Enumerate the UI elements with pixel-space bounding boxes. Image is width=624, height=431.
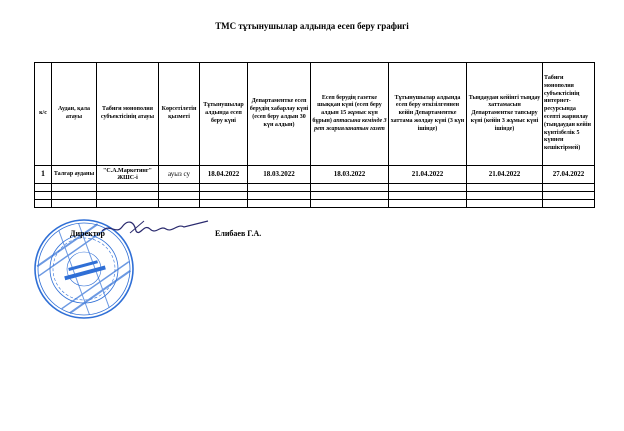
header-publish-date: Табиғи монополия субъектісінің интернет-ресурсында есепті жариялау (тыңдаудан кейін күнтізбелік 5 күннен кешіктірмей) xyxy=(543,63,595,166)
schedule-table xyxy=(34,62,595,208)
page-title: ТМС тұтынушылар алдында есеп беру графигі xyxy=(215,21,409,31)
table-row-empty xyxy=(35,184,595,192)
cell-notify-date: 18.03.2022 xyxy=(248,166,311,184)
table-row-empty xyxy=(35,192,595,200)
header-protocol-date: Тұтынушылар алдында есеп беру өткізілгеннен кейін Департаментке хаттама жолдау күні (3 күн ішінде) xyxy=(389,63,467,166)
cell-service: ауыз су xyxy=(159,166,200,184)
cell-submit-date: 21.04.2022 xyxy=(467,166,543,184)
cell-protocol-date: 21.04.2022 xyxy=(389,166,467,184)
header-report-date: Тұтынушылар алдында есеп беру күні xyxy=(200,63,248,166)
table-header-row xyxy=(35,63,595,166)
signature-label: Директор xyxy=(70,229,105,238)
cell-number: 1 xyxy=(35,166,52,184)
header-notify-date: Департаментке есеп берудің хабарлау күні (есеп беру алдын 30 күн алдын) xyxy=(248,63,311,166)
signature-scribble xyxy=(100,217,210,239)
table-row xyxy=(35,166,595,184)
header-district: Аудан, қала атауы xyxy=(52,63,97,166)
header-newspaper-date xyxy=(311,63,389,166)
cell-publish-date: 27.04.2022 xyxy=(543,166,595,184)
header-service: Көрсетілетін қызметі xyxy=(159,63,200,166)
header-number: к/с xyxy=(35,63,52,166)
signature-name: Елибаев Г.А. xyxy=(215,229,262,238)
cell-district: Талғар ауданы xyxy=(52,166,97,184)
header-submit-date: Тыңдаудан кейінгі тыңдау хаттамасын Департаментке тапсыру күні (кейін 3 жұмыс күні ішінде) xyxy=(467,63,543,166)
header-company: Табиғи монополия субъектісінің атауы xyxy=(97,63,159,166)
header-newspaper-note: аптасына кемінде 3 рет жарияланатын газет xyxy=(314,117,387,132)
cell-newspaper-date: 18.03.2022 xyxy=(311,166,389,184)
cell-company: "С.А.Маркетинг" ЖШС-і xyxy=(97,166,159,184)
header-newspaper-main: Есеп берудің газетке шыққан күні (есеп беру алдын 15 жұмыс күн бұрын) xyxy=(312,94,382,124)
table-row-empty xyxy=(35,200,595,208)
cell-report-date: 18.04.2022 xyxy=(200,166,248,184)
